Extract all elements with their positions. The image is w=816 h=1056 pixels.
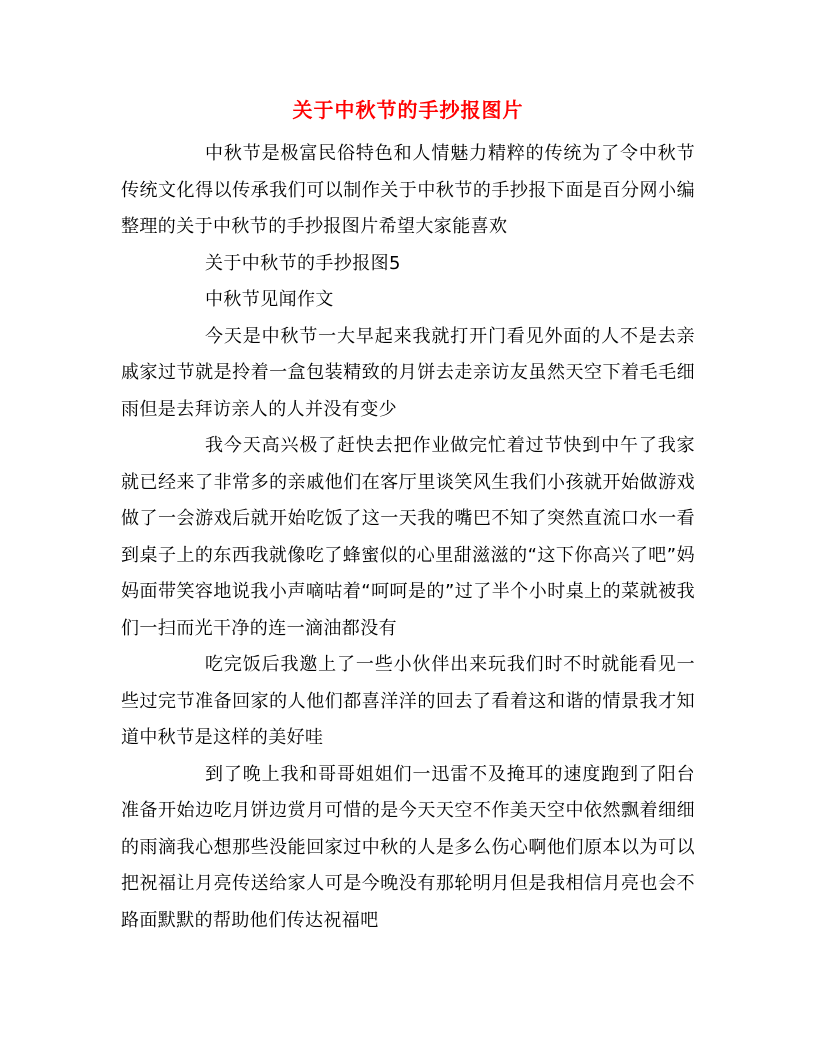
paragraph-evening: 到了晚上我和哥哥姐姐们一迅雷不及掩耳的速度跑到了阳台准备开始边吃月饼边赏月可惜的是今天天空不作美天空中依然飘着细细的雨滴我心想那些没能回家过中秋的人是多么伤心啊他们原本以为可以把祝福让月亮传送给家人可是今晚没有那轮明月但是我相信月亮也会不路面默默的帮助他们传达祝福吧 (121, 763, 695, 931)
paragraph-morning: 今天是中秋节一大早起来我就打开门看见外面的人不是去亲戚家过节就是拎着一盒包装精致的月饼去走亲访友虽然天空下着毛毛细雨但是去拜访亲人的人并没有变少 (121, 325, 695, 420)
paragraph-afternoon: 吃完饭后我邀上了一些小伙伴出来玩我们时不时就能看见一些过完节准备回家的人他们都喜洋洋的回去了看着这和谐的情景我才知道中秋节是这样的美好哇 (121, 654, 695, 748)
paragraph-image-caption: 关于中秋节的手抄报图5 (205, 252, 401, 274)
document-title: 关于中秋节的手抄报图片 (292, 98, 524, 122)
document-body (121, 136, 695, 939)
paragraph-noon: 我今天高兴极了赶快去把作业做完忙着过节快到中午了我家就已经来了非常多的亲戚他们在客厅里谈笑风生我们小孩就开始做游戏做了一会游戏后就开始吃饭了这一天我的嘴巴不知了突然直流口水一看到桌子上的东西我就像吃了蜂蜜似的心里甜滋滋的“这下你高兴了吧”妈妈面带笑容地说我小声嘀咕着“呵呵是的”过了半个小时桌上的菜就被我们一扫而光干净的连一滴油都没有 (121, 435, 695, 639)
paragraph-essay-heading: 中秋节见闻作文 (205, 289, 334, 310)
paragraph-intro: 中秋节是极富民俗特色和人情魅力精粹的传统为了令中秋节传统文化得以传承我们可以制作关于中秋节的手抄报下面是百分网小编整理的关于中秋节的手抄报图片希望大家能喜欢 (121, 143, 695, 237)
